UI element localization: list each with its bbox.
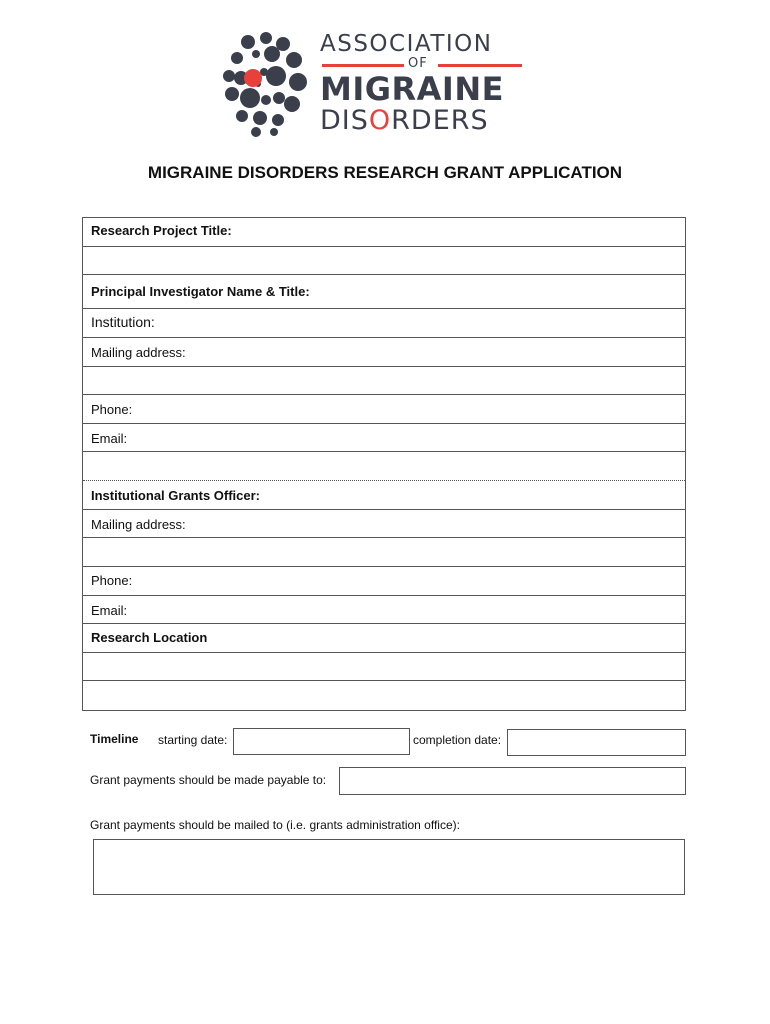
dot-cluster-icon xyxy=(220,30,320,140)
form-row-research-location[interactable]: Research Location xyxy=(83,624,685,653)
document-title: MIGRAINE DISORDERS RESEARCH GRANT APPLICATION xyxy=(147,163,623,182)
logo-disorders-red-o: O xyxy=(368,105,392,136)
form-row-project-title[interactable]: Research Project Title: xyxy=(83,218,685,247)
completion-date-field[interactable] xyxy=(507,729,686,756)
logo-accent-line xyxy=(438,64,522,67)
form-row-mailing-address[interactable]: Mailing address: xyxy=(83,338,685,367)
form-row-blank[interactable] xyxy=(83,367,685,395)
form-row-blank[interactable] xyxy=(83,681,685,710)
form-row-blank[interactable] xyxy=(83,247,685,275)
form-row-phone[interactable]: Phone: xyxy=(83,395,685,424)
logo-line-of: OF xyxy=(408,56,428,71)
form-row-blank[interactable] xyxy=(83,538,685,567)
form-row-institution[interactable]: Institution: xyxy=(83,309,685,338)
logo-line-disorders xyxy=(320,106,526,136)
logo-line-migraine: MIGRAINE xyxy=(320,70,504,108)
timeline-label: Timeline xyxy=(90,732,139,746)
form-row-email[interactable]: Email: xyxy=(83,424,685,452)
form-row-mailing-address[interactable]: Mailing address: xyxy=(83,510,685,538)
organization-logo xyxy=(220,30,530,140)
logo-disorders-part: RDERS xyxy=(391,105,489,136)
mailed-to-field[interactable] xyxy=(93,839,685,895)
logo-line-association: ASSOCIATION xyxy=(320,31,493,57)
form-row-phone[interactable]: Phone: xyxy=(83,567,685,596)
logo-accent-line xyxy=(322,64,404,67)
mailed-to-label: Grant payments should be mailed to (i.e. grants administration office): xyxy=(90,818,460,832)
completion-date-label: completion date: xyxy=(413,733,502,747)
form-row-blank[interactable] xyxy=(83,452,685,481)
logo-wordmark xyxy=(320,30,526,136)
logo-of-row xyxy=(320,58,526,72)
application-form-table xyxy=(82,217,686,711)
form-row-grants-officer[interactable]: Institutional Grants Officer: xyxy=(83,481,685,510)
payable-to-label: Grant payments should be made payable to: xyxy=(90,773,327,787)
logo-disorders-part: DIS xyxy=(320,105,369,136)
form-row-email[interactable]: Email: xyxy=(83,596,685,624)
form-row-blank[interactable] xyxy=(83,653,685,681)
form-row-principal-investigator[interactable]: Principal Investigator Name & Title: xyxy=(83,275,685,309)
payable-to-field[interactable] xyxy=(339,767,686,795)
starting-date-field[interactable] xyxy=(233,728,410,755)
starting-date-label: starting date: xyxy=(158,733,228,747)
